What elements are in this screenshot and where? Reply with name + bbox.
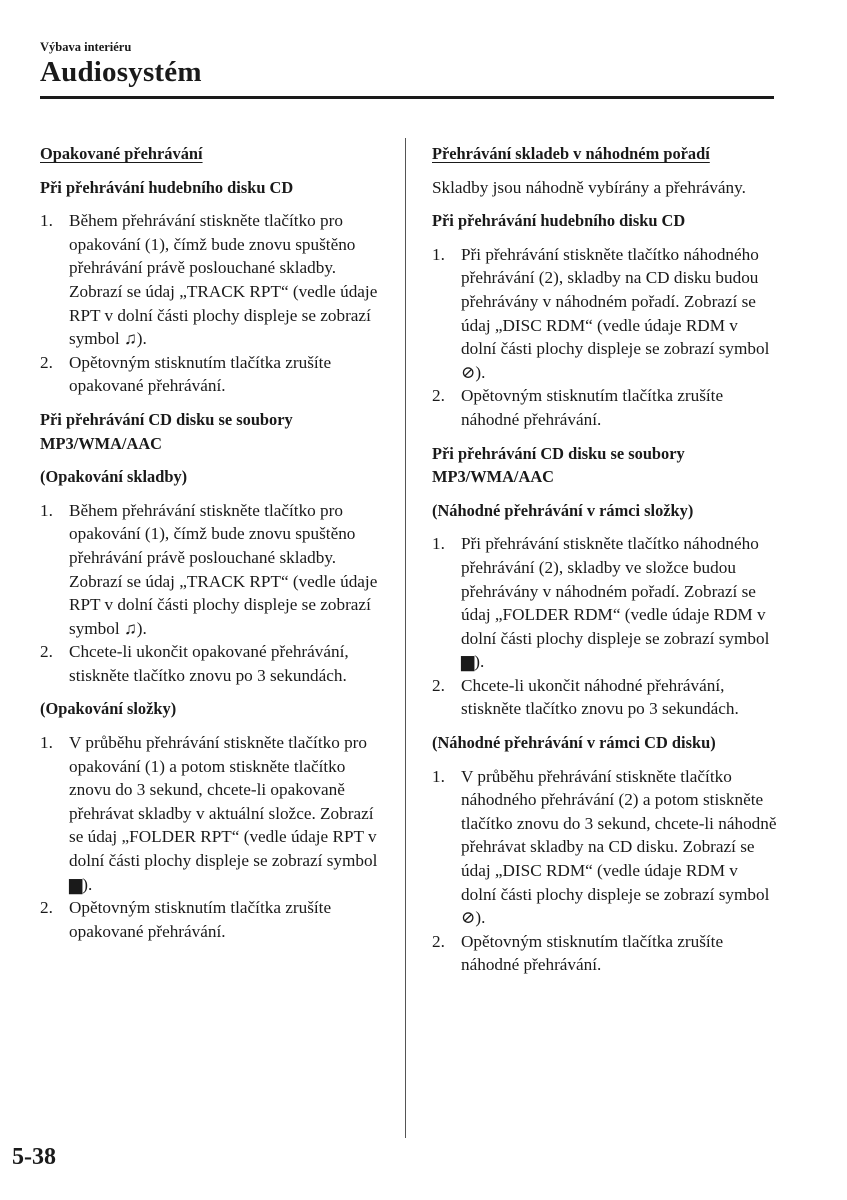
list-item: 1. Při přehrávání stiskněte tlačítko náhodného přehrávání (2), skladby na CD disku budou přehrávány v náhodném pořadí. Zobrazí se údaj „DISC RDM“ (vedle údaje RDM v dolní části plochy displeje se zobrazí symbol ⊘).	[432, 244, 770, 382]
list-item: 2. Opětovným stisknutím tlačítka zrušíte náhodné přehrávání.	[432, 386, 724, 429]
list-item: 2. Opětovným stisknutím tlačítka zrušíte opakované přehrávání.	[40, 898, 332, 941]
music-cd-heading: Při přehrávání hudebního disku CD	[40, 177, 294, 197]
mp3-cd-heading: Při přehrávání CD disku se soubory MP3/WMA/AAC	[432, 443, 685, 487]
page-title: Audiosystém	[40, 56, 202, 88]
random-music-cd-steps	[432, 243, 777, 432]
folder-random-steps	[432, 532, 777, 721]
list-item: 2. Chcete-li ukončit opakované přehrávání, stiskněte tlačítko znovu po 3 sekundách.	[40, 642, 349, 685]
track-repeat-heading: (Opakování skladby)	[40, 467, 188, 487]
folder-repeat-steps	[40, 731, 385, 943]
mp3-cd-heading: Při přehrávání CD disku se soubory MP3/WMA/AAC	[40, 409, 293, 453]
title-rule	[40, 96, 774, 99]
list-item: 1. Během přehrávání stiskněte tlačítko pro opakování (1), čímž bude znovu spuštěno přehrávání právě poslouchané skladby. Zobrazí se údaj „TRACK RPT“ (vedle údaje RPT v dolní části plochy displeje se zobrazí symbol ♫).	[40, 211, 378, 349]
track-repeat-steps	[40, 499, 385, 688]
disc-random-heading: (Náhodné přehrávání v rámci CD disku)	[432, 733, 716, 753]
right-column	[432, 142, 777, 987]
repeat-playback-heading: Opakované přehrávání	[40, 144, 203, 163]
list-item: 2. Opětovným stisknutím tlačítka zrušíte náhodné přehrávání.	[432, 931, 724, 975]
section-label: Výbava interiéru	[40, 40, 132, 54]
music-cd-steps	[40, 209, 385, 398]
list-item: 2. Chcete-li ukončit náhodné přehrávání, stiskněte tlačítko znovu po 3 sekundách.	[432, 675, 739, 719]
music-cd-heading: Při přehrávání hudebního disku CD	[432, 211, 686, 231]
random-intro: Skladby jsou náhodně vybírány a přehrávány.	[432, 177, 746, 197]
list-item: 2. Opětovným stisknutím tlačítka zrušíte opakované přehrávání.	[40, 352, 332, 396]
random-playback-heading: Přehrávání skladeb v náhodném pořadí	[432, 144, 710, 163]
folder-random-heading: (Náhodné přehrávání v rámci složky)	[432, 500, 694, 520]
page-number: 5-38	[12, 1144, 56, 1170]
list-item: 1. V průběhu přehrávání stiskněte tlačítko pro opakování (1) a potom stiskněte tlačítko znovu do 3 sekund, chcete-li opakovaně přehrávat skladby v aktuální složce. Zobrazí se údaj „FOLDER RPT“ (vedle údaje RPT v dolní části plochy displeje se zobrazí symbol ▆).	[40, 733, 378, 894]
list-item: 1. V průběhu přehrávání stiskněte tlačítko náhodného přehrávání (2) a potom stiskněte tlačítko znovu do 3 sekund, chcete-li náhodně přehrávat skladby na CD disku. Zobrazí se údaj „DISC RDM“ (vedle údaje RDM v dolní části plochy displeje se zobrazí symbol ⊘).	[432, 766, 777, 928]
disc-random-steps	[432, 765, 777, 977]
column-divider	[405, 138, 406, 1138]
left-column	[40, 142, 385, 953]
folder-repeat-heading: (Opakování složky)	[40, 699, 177, 719]
list-item: 1. Během přehrávání stiskněte tlačítko pro opakování (1), čímž bude znovu spuštěno přehrávání právě poslouchané skladby. Zobrazí se údaj „TRACK RPT“ (vedle údaje RPT v dolní části plochy displeje se zobrazí symbol ♫).	[40, 500, 378, 638]
list-item: 1. Při přehrávání stiskněte tlačítko náhodného přehrávání (2), skladby ve složce budou přehrávány v náhodném pořadí. Zobrazí se údaj „FOLDER RDM“ (vedle údaje RDM v dolní části plochy displeje se zobrazí symbol ▆).	[432, 534, 770, 672]
